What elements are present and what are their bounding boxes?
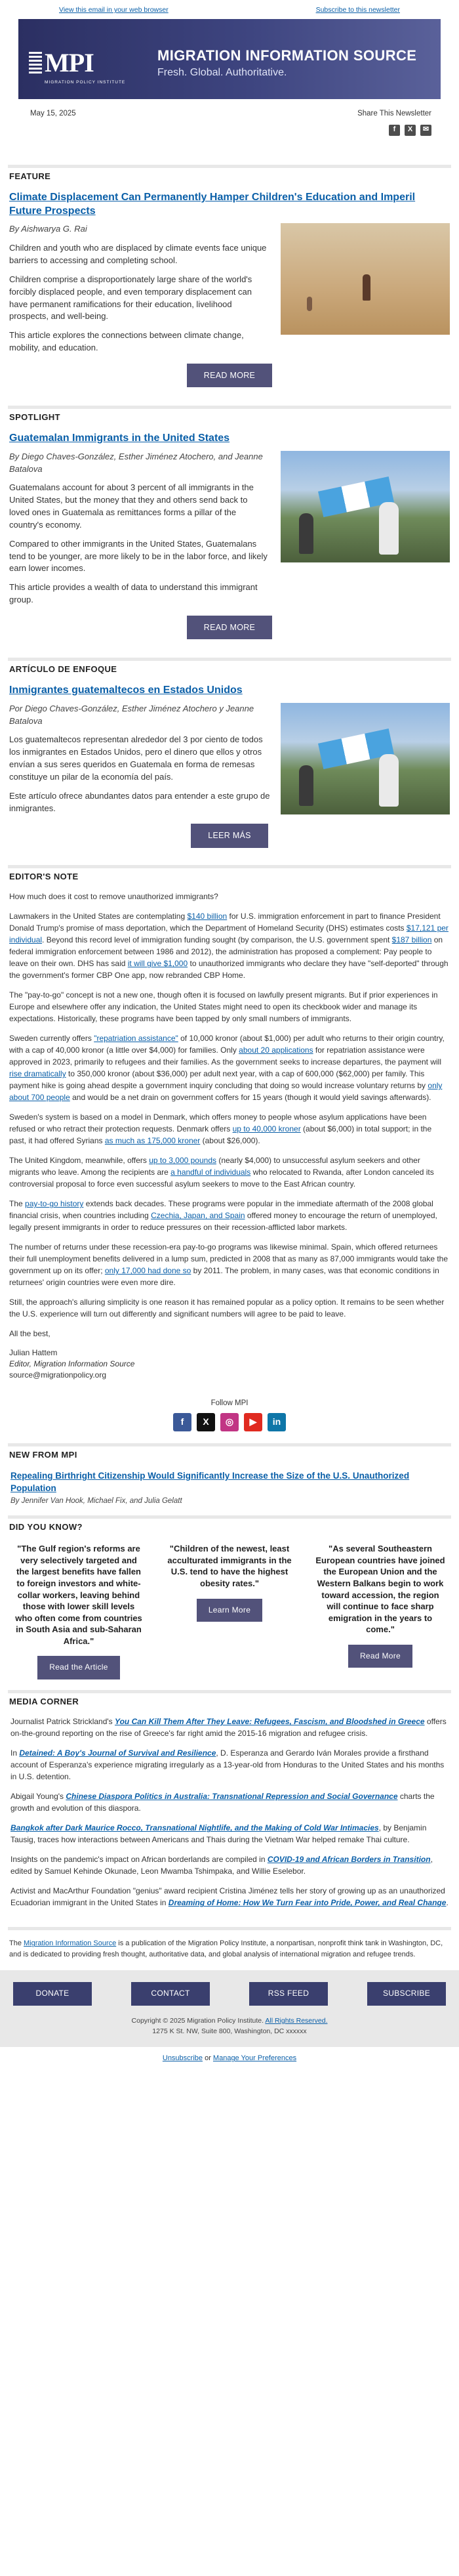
text-span: for repatriation assistance were approved in 2023, primarily to refugees and their families. As the government seeks to increase departures, the payment will	[9, 1045, 442, 1067]
text-span: and would be a net drain on government coffers for 15 years (though it would yield savings afterwards).	[70, 1093, 431, 1103]
source-link[interactable]: Migration Information Source	[24, 1939, 117, 1948]
text-span: of 10,000 kronor (about $1,000) per adult who returns to their origin country, with a cap of 40,000 kronor (a little over $4,000) for families. Only	[9, 1034, 445, 1055]
text-span: who relocated to Rwanda, after London canceled its controversial proposal to force even successful asylum seekers to move to the East African country.	[9, 1168, 434, 1189]
book-title: Chinese Diaspora Politics in Australia: Transnational Repression and Social Governance	[66, 1792, 398, 1802]
postal-address: 1275 K St. NW, Suite 800, Washington, DC xxxxxx	[152, 2027, 307, 2035]
enfoque-section-heading: ARTÍCULO DE ENFOQUE	[8, 658, 451, 676]
signature-name: Julian Hattem	[9, 1348, 58, 1358]
feature-article	[0, 183, 459, 396]
follow-label: Follow MPI	[210, 1399, 249, 1407]
editor-paragraph: Still, the approach's alluring simplicity is one reason it has remained popular as a policy option. It remains to be seen whether the U.S. experience will turn out differently and significant numbers will agree to be paid to leave.	[9, 1298, 445, 1319]
logo-subtitle: MIGRATION POLICY INSTITUTE	[45, 80, 126, 85]
instagram-icon[interactable]: ◎	[220, 1413, 239, 1431]
photo-figure	[379, 502, 399, 555]
unsubscribe-link[interactable]: Unsubscribe	[162, 2054, 203, 2063]
date-share-row	[30, 108, 431, 136]
feature-paragraph: Children comprise a disproportionately large share of the world's forcibly displaced people, and even temporary displacement can have permanent ramifications for their education, livelihood prospects, and well-being.	[9, 274, 252, 322]
editor-signature	[9, 1347, 450, 1380]
dyk-quote: "Children of the newest, least acculturated immigrants in the U.S. tend to have the highest obesity rates."	[167, 1544, 292, 1588]
logo-text: MPI	[45, 48, 94, 78]
top-links	[0, 0, 459, 19]
text-span: to 350,000 kronor (about $36,000) per adult next year, with a cap of 600,000 ($62,000) per family. This payment hike is going ahead despite a government inquiry concluding that doing so would increase voluntary returns by	[9, 1069, 428, 1091]
dyk-read-article-button[interactable]: Read the Article	[37, 1656, 120, 1679]
spotlight-section-heading: SPOTLIGHT	[8, 406, 451, 424]
text-span: on federal immigration enforcement between 1986 and 2012), the administration has proposed a complement: Pay people to leave on their own. DHS has said	[9, 935, 443, 969]
media-section-heading: MEDIA CORNER	[8, 1690, 451, 1708]
dyk-item	[164, 1543, 295, 1679]
spotlight-photo[interactable]	[281, 451, 450, 562]
text-span: offered money to encourage the return of unemployed, legally present immigrants in order to reduce pressures on their recession-afflicted labor markets.	[9, 1211, 437, 1233]
photo-figure	[379, 754, 399, 807]
dyk-item	[315, 1543, 446, 1679]
photo-figure	[307, 297, 312, 311]
editor-note	[8, 883, 451, 1393]
text-span: In	[10, 1748, 20, 1758]
footer-about	[8, 1927, 451, 1970]
editor-paragraph	[9, 1154, 450, 1190]
inline-link[interactable]: "repatriation assistance"	[94, 1034, 178, 1044]
feature-photo[interactable]	[281, 223, 450, 335]
text-span: The United Kingdom, meanwhile, offers	[9, 1156, 150, 1166]
book-title: You Can Kill Them After They Leave: Refugees, Fascism, and Bloodshed in Greece	[115, 1717, 425, 1727]
enfoque-byline: Por Diego Chaves-González, Esther Jiménez Atochero y Jeanne Batalova	[9, 703, 254, 726]
dyk-read-more-button[interactable]: Read More	[348, 1645, 412, 1668]
editor-paragraph: The "pay-to-go" concept is not a new one, though often it is focused on lawfully present migrants. But if prior experiences in Europe and elsewhere offer any indication, the United States might need to open its checkbook wider and manage its expectations. Historically, these programs have been tapped by only small numbers of immigrants.	[9, 990, 438, 1024]
copyright	[13, 2016, 446, 2037]
enfoque-paragraph: Los guatemaltecos representan alrededor del 3 por ciento de todos los inmigrantes en Estados Unidos, pero el dinero que ellos y otros envían a sus seres queridos en Guatemala en forma de remesas constituye un pilar de la economía del país.	[9, 734, 263, 782]
text-span: by 2011. The problem, in many cases, was that economic conditions in returnees' origin countries were even more dire.	[9, 1266, 439, 1288]
media-item	[10, 1747, 449, 1783]
text-span: , edited by Samuel Kehinde Okunade, Leon Mwamba Tshimpaka, and Willie Eselebor.	[10, 1855, 433, 1876]
enfoque-article	[0, 676, 459, 857]
web-view-link[interactable]: View this email in your web browser	[59, 6, 169, 14]
text-span: The number of returns under these recession-era pay-to-go programs was likewise minimal. Spain, which offered returnees their full unemployment benefits delivered in a lump sum, predicted in 2008 that as many as 87,000 immigrants would take the government up on its offer;	[9, 1242, 449, 1276]
dyk-learn-more-button[interactable]: Learn More	[197, 1599, 262, 1622]
spotlight-article	[0, 424, 459, 648]
enfoque-photo[interactable]	[281, 703, 450, 814]
email-icon[interactable]: ✉	[420, 125, 431, 136]
editor-section-heading: EDITOR'S NOTE	[8, 865, 451, 883]
inline-link[interactable]: it will give $1,000	[127, 959, 188, 969]
follow-mpi	[0, 1398, 459, 1431]
new-from-item	[0, 1461, 459, 1515]
enfoque-leer-mas-button[interactable]: LEER MÁS	[191, 824, 268, 847]
share-block	[357, 108, 431, 136]
linkedin-icon[interactable]: in	[268, 1413, 286, 1431]
youtube-icon[interactable]: ▶	[244, 1413, 262, 1431]
logo-bars-icon	[29, 52, 42, 74]
media-item	[10, 1853, 449, 1877]
text-span: The	[9, 1199, 26, 1209]
feature-read-more-button[interactable]: READ MORE	[187, 364, 272, 387]
media-item	[10, 1716, 449, 1739]
editor-paragraph	[9, 1241, 450, 1288]
inline-link[interactable]: pay-to-go history	[25, 1199, 84, 1209]
text-span: (about $6,000) in total support; in the past, it had offered Syrians	[9, 1124, 432, 1146]
spotlight-byline: By Diego Chaves-González, Esther Jiménez Atochero, and Jeanne Batalova	[9, 451, 263, 474]
media-book-link[interactable]	[115, 1717, 425, 1726]
spotlight-title-link[interactable]: Guatemalan Immigrants in the United States	[9, 432, 230, 444]
new-from-byline: By Jennifer Van Hook, Michael Fix, and Julia Gelatt	[10, 1496, 182, 1505]
text-span: offers on-the-ground reporting on the rise of Greece's far right amid the 2015-16 migration and refugee crisis.	[10, 1717, 447, 1739]
inline-link[interactable]: up to 40,000 kroner	[232, 1124, 301, 1134]
inline-link[interactable]: $17,121 per individual	[9, 923, 449, 945]
dyk-quote: "As several Southeastern European countries have joined the European Union and the Western Balkans begin to work toward accession, the region will continue to face sharp emigration in the years to come."	[315, 1544, 445, 1635]
dyk-item	[13, 1543, 144, 1679]
text-span: . Beyond this record level of immigration funding sought (by comparison, the U.S. government spent	[42, 935, 392, 945]
spotlight-paragraph: This article provides a wealth of data to understand this immigrant group.	[9, 582, 258, 605]
media-book-link[interactable]	[19, 1748, 216, 1758]
text-span: for U.S. immigration enforcement in part to finance President Donald Trump's promise of mass deportation, which the Department of Homeland Security (DHS) estimates costs	[9, 912, 441, 933]
text-span: , D. Esperanza and Gerardo Iván Morales provide a firsthand account of Esperanza's experience migrating irregularly as a 13-year-old from Honduras to the United States and his months in U.S. detention.	[10, 1748, 445, 1782]
inline-link[interactable]: $140 billion	[187, 912, 228, 921]
spotlight-read-more-button[interactable]: READ MORE	[187, 616, 272, 639]
book-title: Dreaming of Home: How We Turn Fear into Pride, Power, and Real Change	[168, 1898, 447, 1908]
media-book-link[interactable]	[66, 1792, 397, 1801]
rights-link[interactable]: All Rights Reserved.	[265, 2016, 328, 2025]
text-span: Sweden's system is based on a model in Denmark, which offers money to people whose asylum applications have been refused or who retract their protection requests. Denmark offers	[9, 1112, 427, 1134]
text-span: charts the growth and evolution of this diaspora.	[10, 1792, 435, 1813]
contact-button[interactable]: CONTACT	[131, 1982, 210, 2005]
editor-question: How much does it cost to remove unauthorized immigrants?	[9, 892, 218, 902]
text-span: Journalist Patrick Strickland's	[10, 1717, 115, 1727]
subscribe-link[interactable]: Subscribe to this newsletter	[315, 6, 400, 14]
text-span: is a publication of the Migration Policy Institute, a nonpartisan, nonprofit think tank in Washington, DC, and is dedicated to providing fresh thought, authoritative data, and global analysis of international migration and refugee trends.	[9, 1939, 443, 1958]
text-span: Sweden currently offers	[9, 1034, 94, 1044]
feature-byline: By Aishwarya G. Rai	[9, 224, 87, 234]
text-span: Activist and MacArthur Foundation "genius" award recipient Cristina Jiménez tells her story of growing up as an unauthorized Ecuadorian immigrant in the United States in	[10, 1886, 445, 1908]
dyk-row	[0, 1534, 459, 1689]
feature-paragraph: This article explores the connections between climate change, mobility, and education.	[9, 330, 244, 353]
editor-paragraph	[9, 910, 450, 981]
donate-button[interactable]: DONATE	[13, 1982, 92, 2005]
media-book-link[interactable]	[169, 1898, 447, 1907]
feature-title-link[interactable]: Climate Displacement Can Permanently Hamper Children's Education and Imperil Future Prospects	[9, 191, 416, 217]
dyk-quote: "The Gulf region's reforms are very selectively targeted and the largest benefits have fallen to foreign investors and white-collar workers, leaving behind those with lower skill levels who often come from countries in South Asia and sub-Saharan Africa."	[15, 1544, 142, 1646]
new-from-title-link[interactable]: Repealing Birthright Citizenship Would Significantly Increase the Size of the U.S. Unauthorized Population	[10, 1471, 410, 1493]
inline-link[interactable]: as much as 175,000 kroner	[104, 1136, 201, 1146]
text-span: Insights on the pandemic's impact on African borderlands are compiled in	[10, 1855, 268, 1865]
media-corner	[0, 1708, 459, 1923]
facebook-icon[interactable]: f	[389, 125, 400, 136]
unsubscribe-row	[0, 2047, 459, 2080]
manage-preferences-link[interactable]: Manage Your Preferences	[212, 2054, 297, 2063]
inline-link[interactable]: about 20 applications	[239, 1045, 313, 1055]
enfoque-paragraph: Este artículo ofrece abundantes datos para entender a este grupo de inmigrantes.	[9, 790, 270, 813]
x-icon[interactable]: X	[405, 125, 416, 136]
banner-tagline: Fresh. Global. Authoritative.	[157, 67, 287, 79]
text-span: or	[203, 2054, 213, 2063]
photo-figure	[299, 513, 313, 554]
inline-link[interactable]: only about 700 people	[9, 1081, 443, 1103]
media-item	[10, 1822, 449, 1846]
new-from-section-heading: NEW FROM MPI	[8, 1443, 451, 1462]
book-title: Bangkok after Dark Maurice Rocco, Transnational Nightlife, and the Making of Cold War Intimacies	[10, 1823, 379, 1833]
media-item	[10, 1885, 449, 1909]
inline-link[interactable]: rise dramatically	[9, 1069, 66, 1079]
book-title: COVID-19 and African Borders in Transition	[267, 1855, 431, 1865]
dyk-section-heading: DID YOU KNOW?	[8, 1515, 451, 1534]
media-book-link[interactable]	[10, 1823, 379, 1832]
text-span: (nearly $4,000) to unsuccessful asylum seekers and other migrants who leave. Among the recipients are	[9, 1156, 420, 1177]
text-span: to unauthorized immigrants who declare they have "self-deported" through the government's former CBP One app, now rebranded CBP Home.	[9, 959, 449, 981]
header-banner[interactable]	[18, 19, 441, 99]
signature-email: source@migrationpolicy.org	[9, 1370, 107, 1380]
facebook-icon[interactable]: f	[173, 1413, 191, 1431]
editor-paragraph	[9, 1198, 450, 1233]
editor-paragraph	[9, 1111, 450, 1147]
inline-link[interactable]: a handful of individuals	[170, 1168, 251, 1177]
footer-bar	[0, 1970, 459, 2047]
text-span: .	[446, 1898, 449, 1908]
media-book-link[interactable]	[268, 1855, 431, 1864]
editor-closing: All the best,	[9, 1329, 50, 1339]
x-icon[interactable]: X	[197, 1413, 215, 1431]
photo-figure	[363, 274, 370, 301]
text-span: Abigail Young's	[10, 1792, 66, 1802]
share-label: Share This Newsletter	[357, 110, 431, 118]
text-span: The	[9, 1939, 24, 1948]
subscribe-button[interactable]: SUBSCRIBE	[367, 1982, 446, 2005]
feature-paragraph: Children and youth who are displaced by climate events face unique barriers to accessing and completing school.	[9, 243, 267, 266]
issue-date: May 15, 2025	[30, 110, 76, 118]
text-span: (about $26,000).	[200, 1136, 260, 1146]
photo-figure	[299, 765, 313, 806]
banner-title: MIGRATION INFORMATION SOURCE	[157, 47, 417, 64]
media-item	[10, 1790, 449, 1814]
text-span: Lawmakers in the United States are contemplating	[9, 912, 188, 921]
enfoque-title-link[interactable]: Inmigrantes guatemaltecos en Estados Unidos	[9, 684, 243, 696]
editor-paragraph	[9, 1032, 450, 1103]
feature-section-heading: FEATURE	[8, 165, 451, 183]
text-span: Copyright © 2025 Migration Policy Institute.	[131, 2016, 266, 2025]
inline-link[interactable]: only 17,000 had done so	[104, 1266, 191, 1276]
spotlight-paragraph: Guatemalans account for about 3 percent of all immigrants in the United States, but the money that they and others send back to loved ones in Guatemala as remittances forms a pillar of the country's economy.	[9, 482, 254, 530]
inline-link[interactable]: Czechia, Japan, and Spain	[151, 1211, 245, 1221]
inline-link[interactable]: up to 3,000 pounds	[149, 1156, 216, 1166]
signature-title: Editor, Migration Information Source	[9, 1359, 135, 1369]
inline-link[interactable]: $187 billion	[391, 935, 432, 945]
spotlight-paragraph: Compared to other immigrants in the United States, Guatemalans tend to be younger, are more likely to be in the labor force, and likely earn lower incomes.	[9, 538, 268, 574]
mpi-logo	[29, 44, 125, 85]
text-span: , by Benjamin Tausig, traces how interactions between Americans and Thais during the Vietnam War helped remake Thai culture.	[10, 1823, 427, 1845]
book-title: Detained: A Boy's Journal of Survival and Resilience	[19, 1748, 216, 1758]
rss-feed-button[interactable]: RSS FEED	[249, 1982, 328, 2005]
text-span: extends back decades. These programs were popular in the immediate aftermath of the 2008 global financial crisis, when countries including	[9, 1199, 433, 1221]
